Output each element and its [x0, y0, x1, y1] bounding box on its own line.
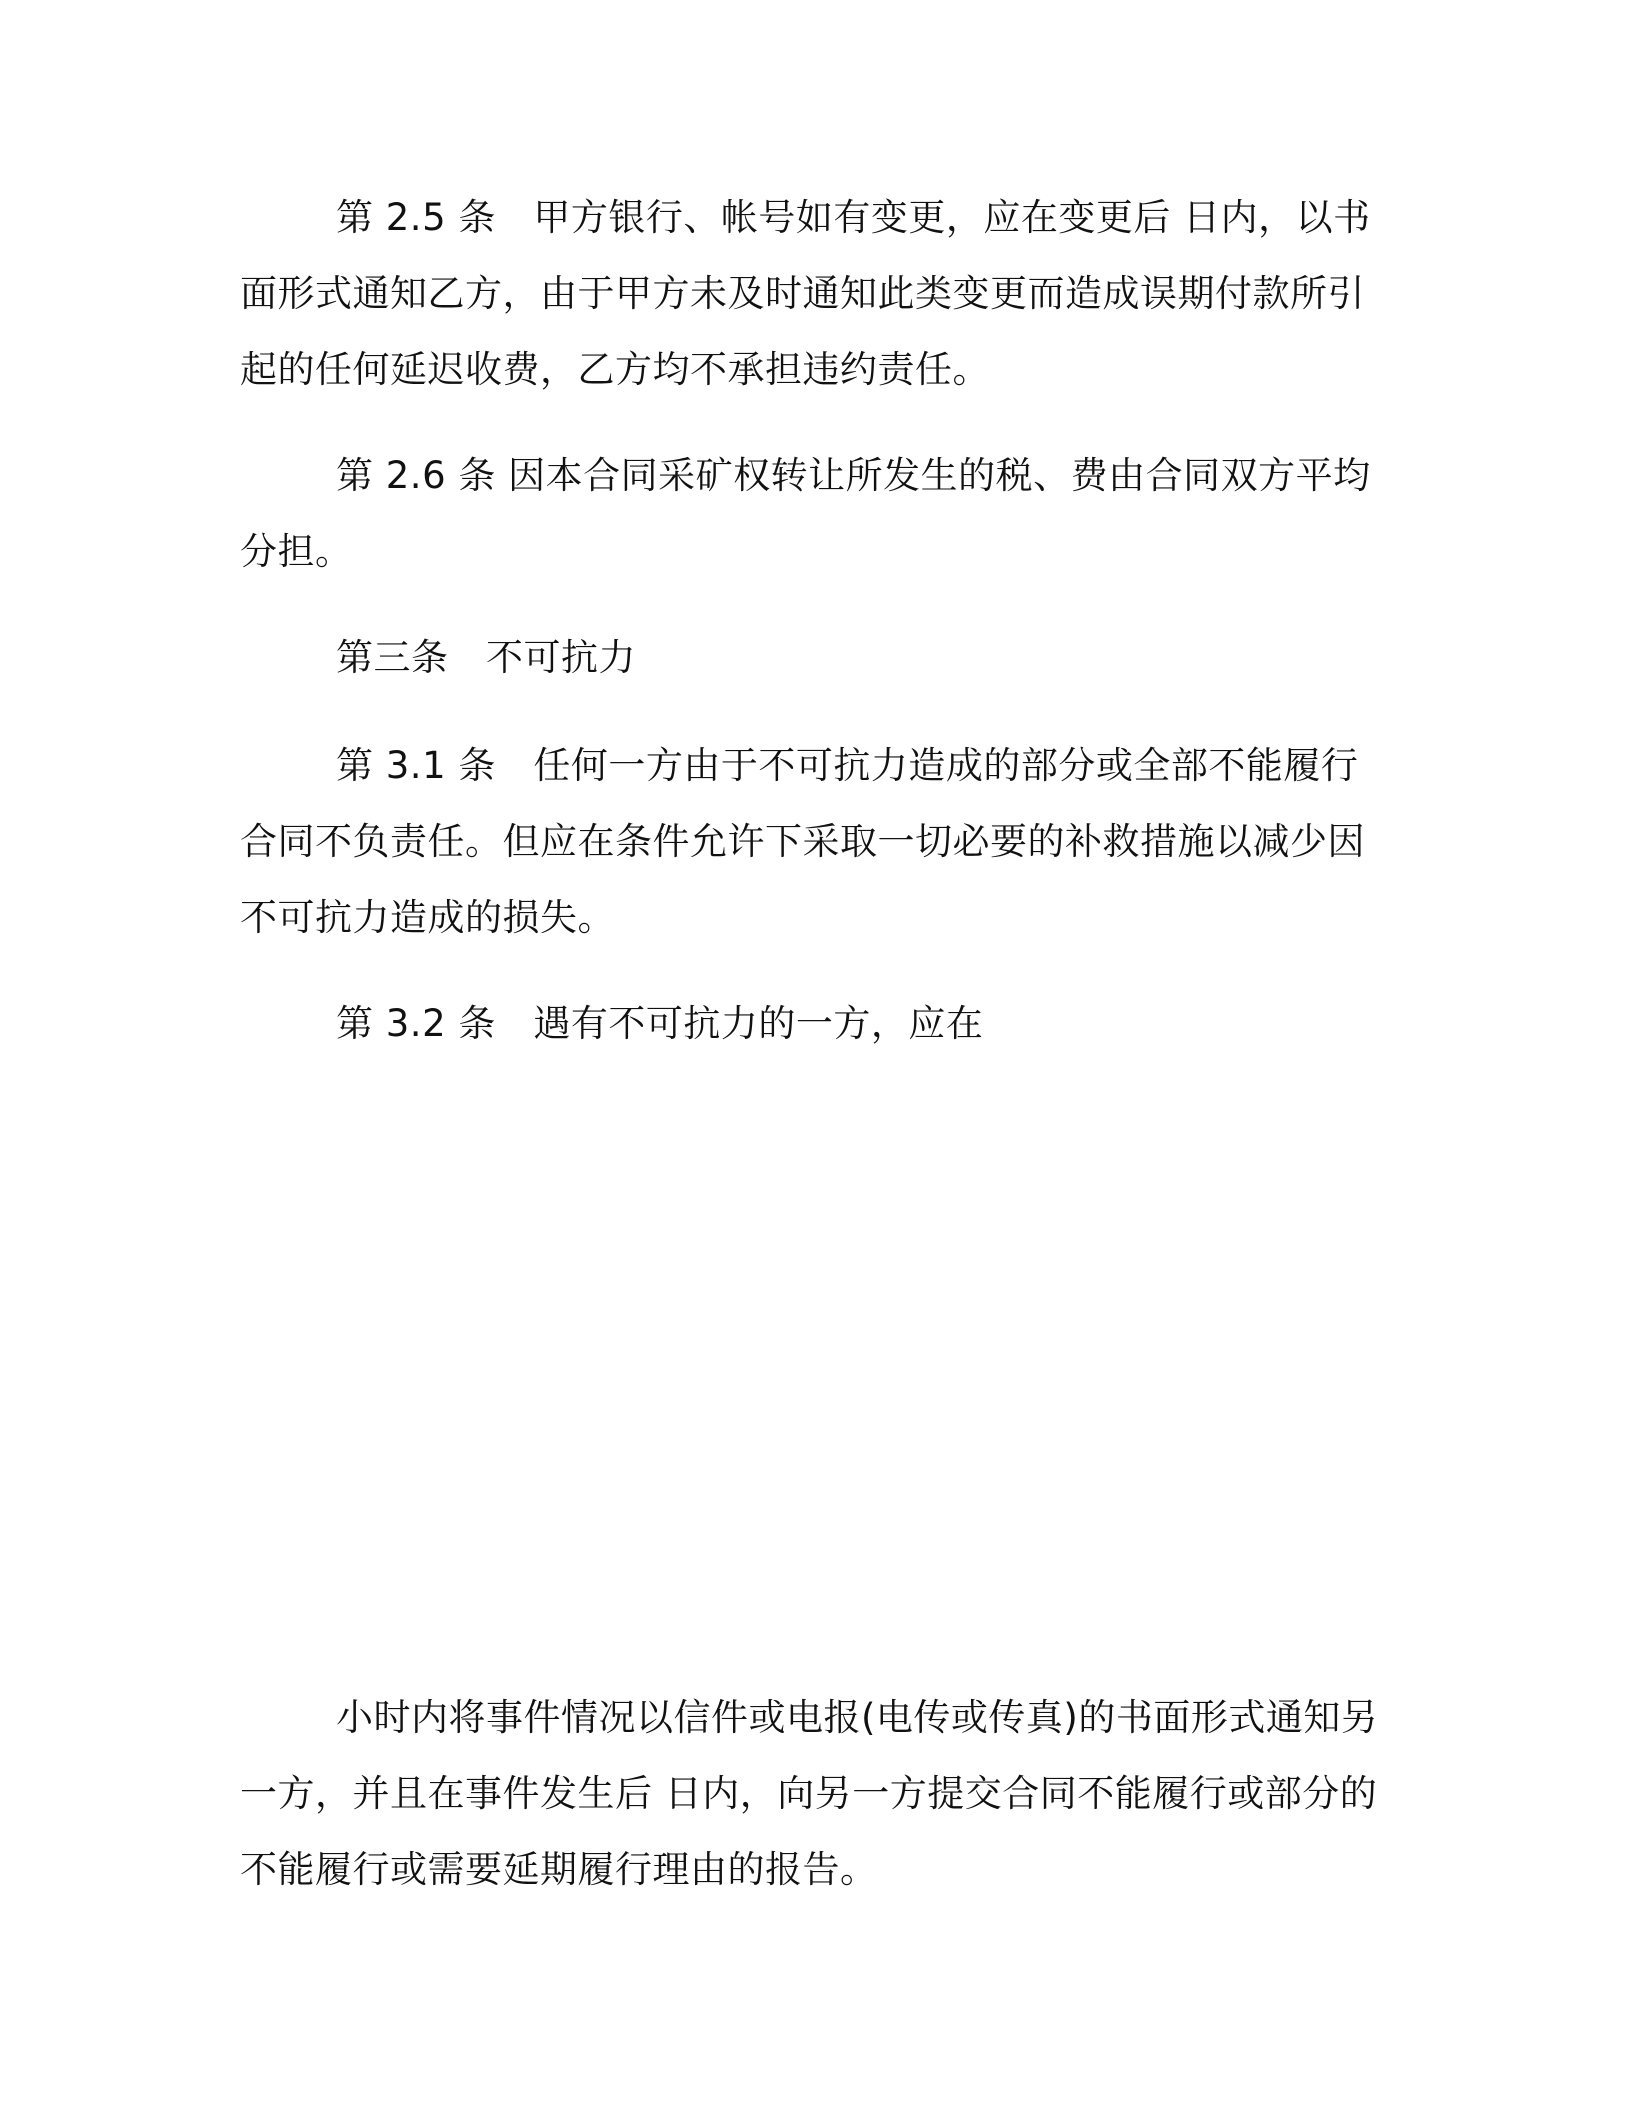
clause-2-6-paragraph: 第 2.6 条 因本合同采矿权转让所发生的税、费由合同双方平均分担。: [240, 454, 1371, 573]
article-3-heading: 第三条 不可抗力: [336, 636, 636, 679]
clause-3-2-paragraph-continuation: 小时内将事件情况以信件或电报(电传或传真)的书面形式通知另一方，并且在事件发生后 日内，向另一方提交合同不能履行或部分的不能履行或需要延期履行理由的报告。: [240, 1696, 1379, 1891]
clause-3-1-paragraph: 第 3.1 条 任何一方由于不可抗力造成的部分或全部不能履行合同不负责任。但应在条件允许下采取一切必要的补救措施以减少因不可抗力造成的损失。: [240, 744, 1365, 939]
clause-3-2-paragraph-start: 第 3.2 条 遇有不可抗力的一方，应在: [336, 1002, 984, 1045]
clause-2-5-paragraph: 第 2.5 条 甲方银行、帐号如有变更，应在变更后 日内，以书面形式通知乙方，由于甲方未及时通知此类变更而造成误期付款所引起的任何延迟收费，乙方均不承担违约责任。: [240, 196, 1371, 391]
